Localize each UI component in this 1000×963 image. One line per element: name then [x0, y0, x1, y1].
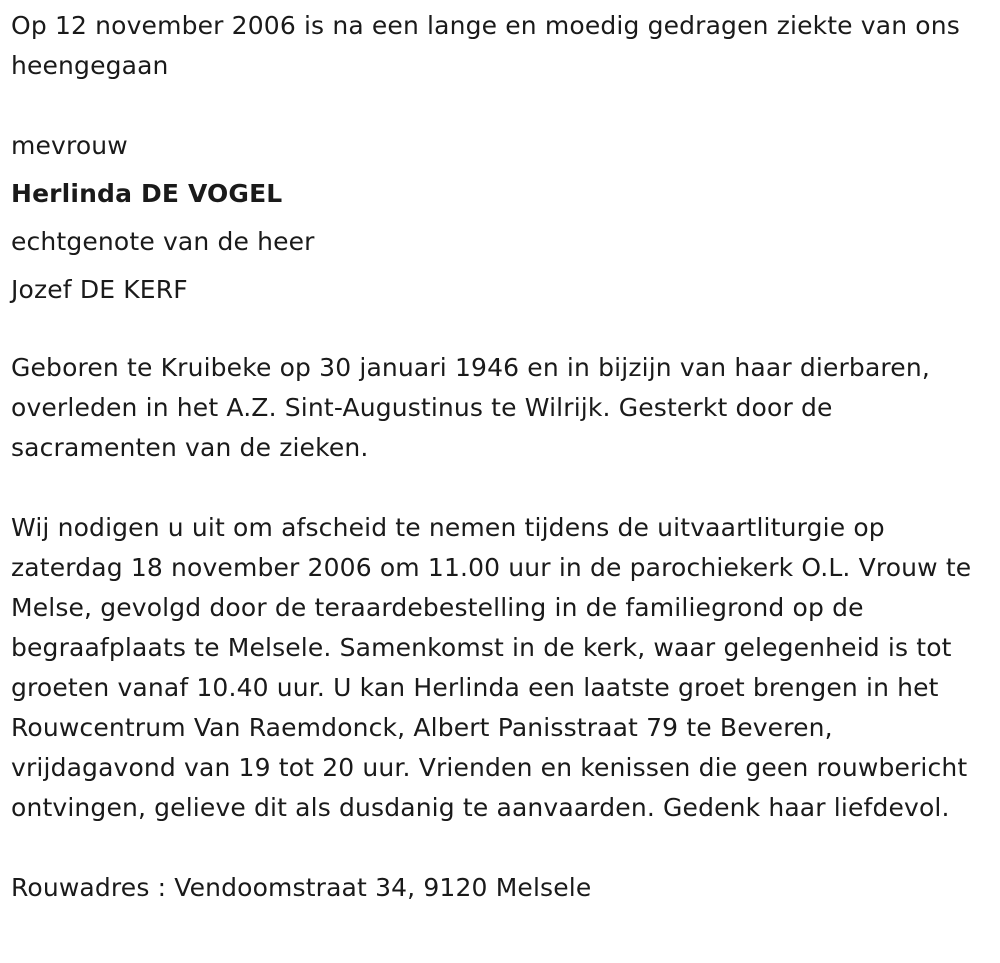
- spouse-label: echtgenote van de heer: [11, 227, 315, 256]
- funeral-paragraph: Wij nodigen u uit om afscheid te nemen tijdens de uitvaartliturgie op zaterdag 18 november 2006 om 11.00 uur in de parochiekerk O.L. Vrouw te Melse, gevolgd door de teraardebestelling in de familiegrond op de begraafplaats te Melsele. Samenkomst in de kerk, waar gelegenheid is tot groeten vanaf 10.40 uur. U kan Herlinda een laatste groet brengen in het Rouwcentrum Van Raemdonck, Albert Panisstraat 79 te Beveren, vrijdagavond van 19 tot 20 uur. Vrienden en kenissen die geen rouwbericht ontvingen, gelieve dit als dusdanig te aanvaarden. Gedenk haar liefdevol.: [11, 513, 972, 822]
- obituary-notice: [11, 6, 995, 908]
- salutation: mevrouw: [11, 131, 128, 160]
- spacer: [11, 86, 995, 126]
- address-line: Rouwadres : Vendoomstraat 34, 9120 Melsele: [11, 873, 592, 902]
- spouse-name: Jozef DE KERF: [11, 275, 188, 304]
- deceased-name: Herlinda DE VOGEL: [11, 179, 283, 208]
- birth-paragraph: Geboren te Kruibeke op 30 januari 1946 en in bijzijn van haar dierbaren, overleden in het A.Z. Sint-Augustinus te Wilrijk. Gesterkt door de sacramenten van de zieken.: [11, 353, 930, 462]
- intro-text: Op 12 november 2006 is na een lange en moedig gedragen ziekte van ons heengegaan: [11, 11, 960, 80]
- spacer: [11, 310, 995, 350]
- spacer: [11, 828, 995, 868]
- spacer: [11, 468, 995, 508]
